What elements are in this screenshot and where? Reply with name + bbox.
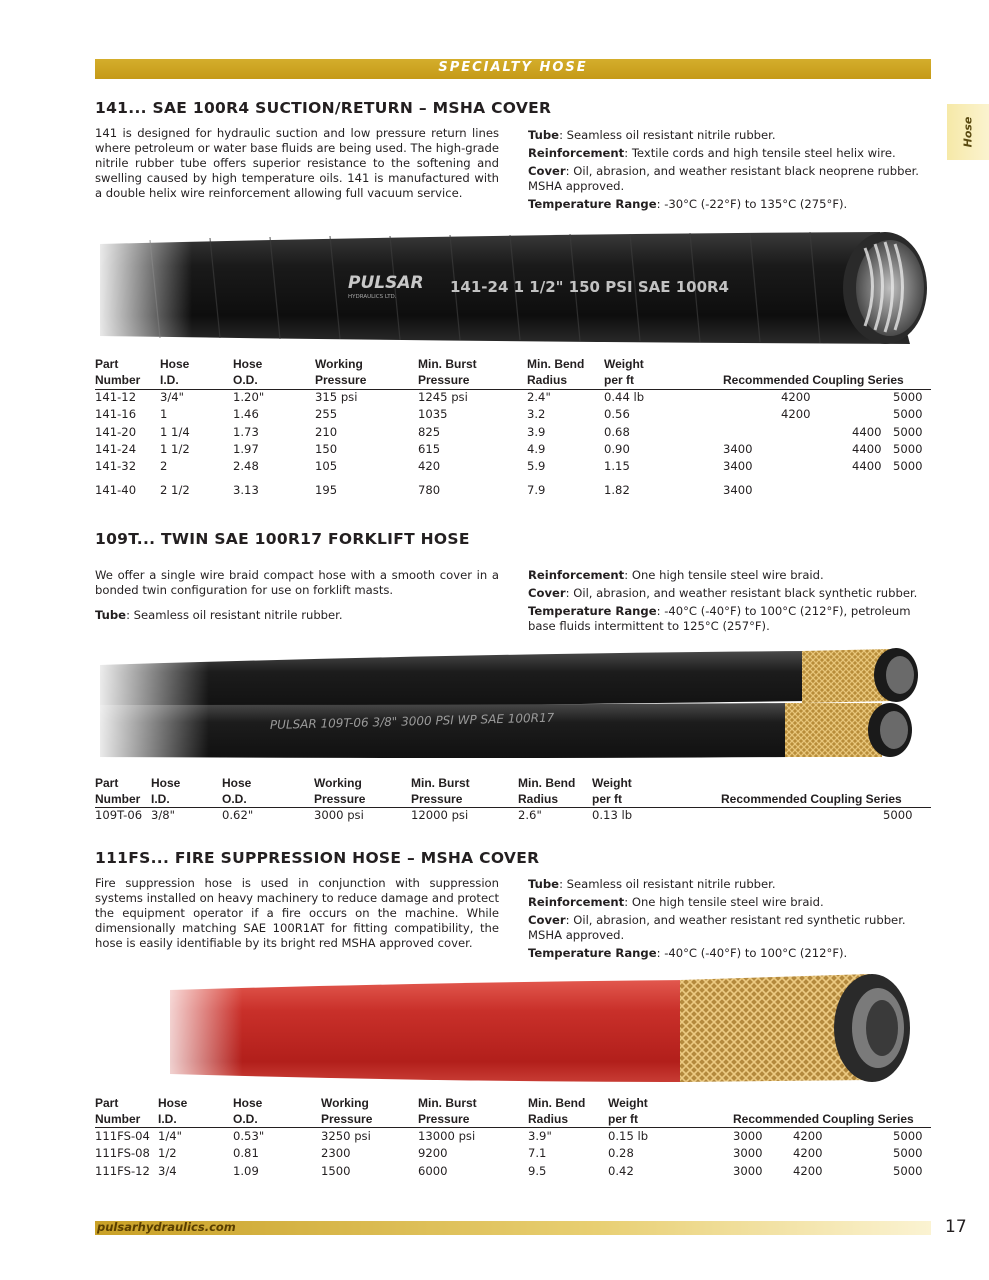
- t1-col-coupling: Recommended Coupling Series: [723, 373, 904, 387]
- cell-bend: 7.9: [527, 483, 546, 497]
- spec-temperature: Temperature Range: -40°C (-40°F) to 100°C (212°F), petroleum base fluids intermittent to 125°C (257°F).: [528, 604, 911, 633]
- t3-col-id: Hose I.D.: [158, 1096, 188, 1126]
- hose-141-image: [90, 226, 940, 350]
- cell-id: 1: [160, 407, 168, 421]
- cell-c1: 3000: [733, 1164, 763, 1178]
- cell-od: 2.48: [233, 459, 259, 473]
- t1-col-bend: Min. Bend Radius: [527, 357, 585, 387]
- cell-weight: 0.42: [608, 1164, 634, 1178]
- cell-od: 0.81: [233, 1146, 259, 1160]
- cell-burst: 9200: [418, 1146, 448, 1160]
- cell-c3: 5000: [893, 1129, 923, 1143]
- cell-wp: 105: [315, 459, 338, 473]
- cell-wp: 1500: [321, 1164, 351, 1178]
- cell-part: 141-32: [95, 459, 137, 473]
- section-111fs-description: Fire suppression hose is used in conjunction with suppression systems installed on heavy machinery to reduce damage and protect the equipment operator if a fire occurs on the machine. While dimensionally matching SAE 100R1AT for fitting compatibility, the hose is easily identifiable by its bright red MSHA approved cover.: [95, 876, 499, 950]
- spec-temperature: Temperature Range: -40°C (-40°F) to 100°C (212°F).: [528, 946, 848, 960]
- cell-bend: 3.2: [527, 407, 546, 421]
- cell-wp: 150: [315, 442, 338, 456]
- cell-c2: 4200: [781, 407, 811, 421]
- t2-col-id: Hose I.D.: [151, 776, 181, 806]
- cell-c3: 4400: [852, 425, 882, 439]
- cell-c1: 3000: [733, 1146, 763, 1160]
- spec-tube: Tube: Seamless oil resistant nitrile rubber.: [528, 128, 776, 142]
- banner-title: SPECIALTY HOSE: [438, 60, 588, 75]
- cell-burst: 825: [418, 425, 441, 439]
- cell-id: 1/4": [158, 1129, 182, 1143]
- cell-c4: 5000: [893, 425, 923, 439]
- cell-wp: 210: [315, 425, 338, 439]
- cell-bend: 3.9": [528, 1129, 552, 1143]
- cell-c4: 5000: [893, 459, 923, 473]
- t3-col-od: Hose O.D.: [233, 1096, 263, 1126]
- cell-burst: 420: [418, 459, 441, 473]
- section-141-specs: [528, 128, 933, 215]
- cell-id: 3/8": [151, 808, 175, 822]
- hose-109t-image: [90, 645, 940, 765]
- section-109t-description: We offer a single wire braid compact hose with a smooth cover in a bonded twin configuration for use on forklift masts.: [95, 568, 499, 597]
- cell-weight: 0.13 lb: [592, 808, 633, 822]
- cell-burst: 6000: [418, 1164, 448, 1178]
- cell-bend: 7.1: [528, 1146, 547, 1160]
- cell-od: 1.20": [233, 390, 265, 404]
- t1-col-burst: Min. Burst Pressure: [418, 357, 477, 387]
- cell-c3: 5000: [893, 1164, 923, 1178]
- footer-bar: [95, 1221, 931, 1235]
- t1-col-wp: Working Pressure: [315, 357, 367, 387]
- cell-wp: 315 psi: [315, 390, 358, 404]
- side-tab: [947, 104, 989, 160]
- cell-c2: 4200: [793, 1146, 823, 1160]
- t1-col-id: Hose I.D.: [160, 357, 190, 387]
- t2-col-coupling: Recommended Coupling Series: [721, 792, 902, 806]
- cell-c4: 5000: [893, 390, 923, 404]
- t3-col-coupling: Recommended Coupling Series: [733, 1112, 914, 1126]
- cell-part: 111FS-12: [95, 1164, 150, 1178]
- t3-col-burst: Min. Burst Pressure: [418, 1096, 477, 1126]
- cell-c3: 5000: [893, 1146, 923, 1160]
- t1-col-part: Part Number: [95, 357, 141, 387]
- t2-col-burst: Min. Burst Pressure: [411, 776, 470, 806]
- hose-111fs-image: [150, 970, 920, 1092]
- cell-part: 141-12: [95, 390, 137, 404]
- t3-col-weight: Weight per ft: [608, 1096, 648, 1126]
- section-141-description: 141 is designed for hydraulic suction and low pressure return lines where petroleum or water base fluids are being used. The high-grade nitrile rubber tube offers superior resistance to the softening and swelling caused by high temperature oils. 141 is manufactured with a double helix wire reinforcement allowing full vacuum service.: [95, 126, 499, 200]
- section-109t-specs: [528, 568, 933, 637]
- cell-od: 0.62": [222, 808, 254, 822]
- cell-c2: 4200: [793, 1129, 823, 1143]
- t3-col-part: Part Number: [95, 1096, 141, 1126]
- cell-weight: 1.15: [604, 459, 630, 473]
- spec-cover: Cover: Oil, abrasion, and weather resistant black synthetic rubber.: [528, 586, 918, 600]
- section-111fs-title: 111FS... FIRE SUPPRESSION HOSE – MSHA COVER: [95, 849, 540, 867]
- cell-weight: 0.90: [604, 442, 630, 456]
- cell-od: 1.46: [233, 407, 259, 421]
- section-141-title: 141... SAE 100R4 SUCTION/RETURN – MSHA COVER: [95, 99, 552, 117]
- spec-reinforcement: Reinforcement: Textile cords and high tensile steel helix wire.: [528, 146, 896, 160]
- cell-od: 1.73: [233, 425, 259, 439]
- t3-col-bend: Min. Bend Radius: [528, 1096, 586, 1126]
- cell-od: 0.53": [233, 1129, 265, 1143]
- spec-temperature: Temperature Range: -30°C (-22°F) to 135°C (275°F).: [528, 197, 848, 211]
- cell-c4: 5000: [893, 442, 923, 456]
- cell-burst: 615: [418, 442, 441, 456]
- spec-cover: Cover: Oil, abrasion, and weather resistant black neoprene rubber. MSHA approved.: [528, 164, 919, 193]
- cell-weight: 0.15 lb: [608, 1129, 649, 1143]
- side-tab-label: Hose: [961, 116, 975, 148]
- t2-col-weight: Weight per ft: [592, 776, 632, 806]
- cell-wp: 255: [315, 407, 338, 421]
- cell-wp: 3250 psi: [321, 1129, 371, 1143]
- cell-wp: 195: [315, 483, 338, 497]
- t2-rule: [95, 807, 931, 808]
- cell-c1: 3400: [723, 442, 753, 456]
- cell-id: 1 1/2: [160, 442, 190, 456]
- cell-c2: 4200: [793, 1164, 823, 1178]
- cell-od: 3.13: [233, 483, 259, 497]
- section-banner: [95, 59, 931, 79]
- cell-burst: 1245 psi: [418, 390, 468, 404]
- spec-tube: Tube: Seamless oil resistant nitrile rubber.: [528, 877, 776, 891]
- t1-col-od: Hose O.D.: [233, 357, 263, 387]
- cell-burst: 780: [418, 483, 441, 497]
- spec-cover: Cover: Oil, abrasion, and weather resistant red synthetic rubber. MSHA approved.: [528, 913, 906, 942]
- cell-id: 3/4: [158, 1164, 177, 1178]
- section-109t-title: 109T... TWIN SAE 100R17 FORKLIFT HOSE: [95, 530, 470, 548]
- t2-col-part: Part Number: [95, 776, 141, 806]
- cell-c1: 3400: [723, 483, 753, 497]
- cell-bend: 2.6": [518, 808, 542, 822]
- footer-url[interactable]: pulsarhydraulics.com: [97, 1220, 236, 1234]
- section-111fs-specs: [528, 877, 933, 964]
- cell-c4: 5000: [893, 407, 923, 421]
- section-109t-spec-tube: Tube: Seamless oil resistant nitrile rubber.: [95, 608, 343, 622]
- cell-bend: 3.9: [527, 425, 546, 439]
- t3-rule: [95, 1127, 931, 1128]
- t2-col-od: Hose O.D.: [222, 776, 252, 806]
- t2-col-bend: Min. Bend Radius: [518, 776, 576, 806]
- cell-part: 141-40: [95, 483, 137, 497]
- cell-c3: 4400: [852, 442, 882, 456]
- cell-wp: 3000 psi: [314, 808, 364, 822]
- cell-c1: 5000: [883, 808, 913, 822]
- cell-id: 1 1/4: [160, 425, 190, 439]
- cell-burst: 12000 psi: [411, 808, 469, 822]
- cell-c3: 4400: [852, 459, 882, 473]
- cell-bend: 4.9: [527, 442, 546, 456]
- cell-weight: 0.44 lb: [604, 390, 645, 404]
- cell-part: 111FS-04: [95, 1129, 150, 1143]
- cell-part: 141-24: [95, 442, 137, 456]
- cell-part: 141-20: [95, 425, 137, 439]
- cell-burst: 1035: [418, 407, 448, 421]
- cell-id: 2: [160, 459, 168, 473]
- cell-c1: 3000: [733, 1129, 763, 1143]
- t1-col-weight: Weight per ft: [604, 357, 644, 387]
- cell-c2: 4200: [781, 390, 811, 404]
- cell-id: 2 1/2: [160, 483, 190, 497]
- cell-bend: 2.4": [527, 390, 551, 404]
- cell-od: 1.09: [233, 1164, 259, 1178]
- cell-od: 1.97: [233, 442, 259, 456]
- cell-id: 1/2: [158, 1146, 177, 1160]
- t3-col-wp: Working Pressure: [321, 1096, 373, 1126]
- cell-wp: 2300: [321, 1146, 351, 1160]
- t2-col-wp: Working Pressure: [314, 776, 366, 806]
- cell-weight: 0.56: [604, 407, 630, 421]
- spec-reinforcement: Reinforcement: One high tensile steel wire braid.: [528, 568, 824, 582]
- cell-part: 109T-06: [95, 808, 143, 822]
- cell-weight: 0.68: [604, 425, 630, 439]
- cell-bend: 9.5: [528, 1164, 547, 1178]
- cell-bend: 5.9: [527, 459, 546, 473]
- page-number: 17: [945, 1217, 967, 1237]
- cell-part: 111FS-08: [95, 1146, 150, 1160]
- cell-id: 3/4": [160, 390, 184, 404]
- cell-weight: 0.28: [608, 1146, 634, 1160]
- cell-part: 141-16: [95, 407, 137, 421]
- spec-reinforcement: Reinforcement: One high tensile steel wire braid.: [528, 895, 824, 909]
- cell-burst: 13000 psi: [418, 1129, 476, 1143]
- cell-weight: 1.82: [604, 483, 630, 497]
- cell-c1: 3400: [723, 459, 753, 473]
